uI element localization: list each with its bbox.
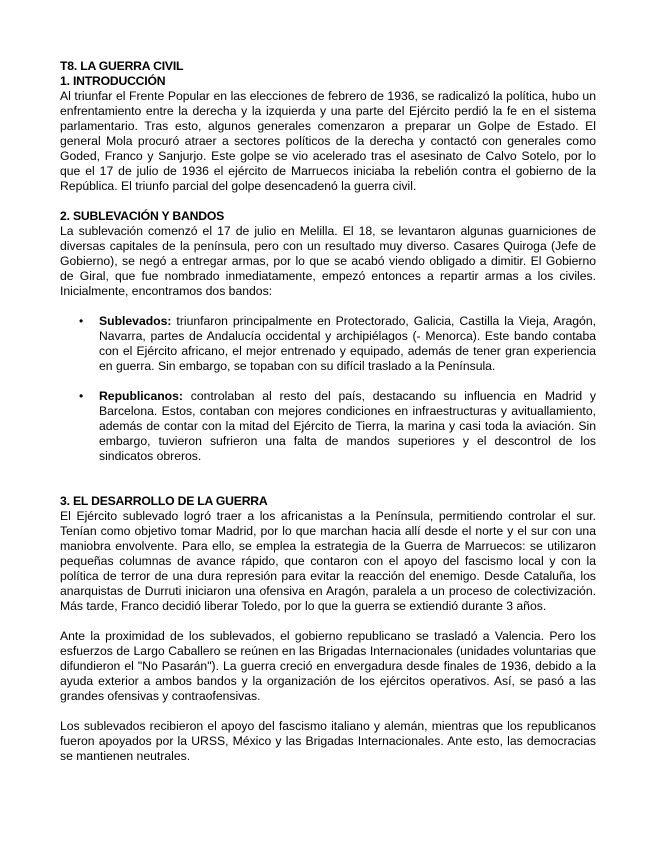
section-heading-introduccion: 1. INTRODUCCIÓN <box>60 74 166 88</box>
paragraph: La sublevación comenzó el 17 de julio en Melilla. El 18, se levantaron algunas guarniciones de diversas capitales de la península, pero con un resultado muy diverso. Casares Quiroga (Jefe de Gobierno), se negó a entregar armas, por lo que se acabó viendo obligado a dimitir. El Gobierno de Giral, que fue nombrado inmediatamente, empezó entonces a repartir armas a los civiles. Inicialmente, encontramos dos bandos: <box>60 224 596 298</box>
list-item-text: triunfaron principalmente en Protectorado, Galicia, Castilla la Vieja, Aragón, Navarra, partes de Andalucía occidental y archipiélagos (- Menorca). Este bando contaba con el Ejército africano, el mejor entrenado y equipado, además de tener gran experiencia en guerra. Sin embargo, se topaban con su difícil traslado a la Península. <box>99 314 596 373</box>
spacer <box>60 464 596 494</box>
list-item-term: Republicanos: <box>99 389 183 403</box>
document-title: T8. LA GUERRA CIVIL <box>60 59 184 73</box>
section-heading-desarrollo: 3. EL DESARROLLO DE LA GUERRA <box>60 494 268 508</box>
bullet-icon: • <box>79 389 84 403</box>
list-item <box>60 389 596 464</box>
bullet-list <box>60 314 596 464</box>
paragraph: Los sublevados recibieron el apoyo del fascismo italiano y alemán, mientras que los republicanos fueron apoyados por la URSS, México y las Brigadas Internacionales. Ante esto, las democracias se mantienen neutrales. <box>60 719 596 763</box>
list-item-text: controlaban al resto del país, destacando su influencia en Madrid y Barcelona. Estos, contaban con mejores condiciones en infraestructuras y avituallamiento, además de contar con la mitad del Ejército de Tierra, la marina y casi toda la aviación. Sin embargo, tuvieron sufrieron una falta de mandos superiores y el descontrol de los sindicatos obreros. <box>99 389 596 463</box>
bullet-icon: • <box>79 314 84 328</box>
document-page <box>60 59 596 764</box>
spacer <box>60 704 596 719</box>
list-item-term: Sublevados: <box>99 314 172 328</box>
paragraph: Al triunfar el Frente Popular en las elecciones de febrero de 1936, se radicalizó la política, hubo un enfrentamiento entre la derecha y la izquierda y una parte del Ejército perdió la fe en el sistema parlamentario. Tras esto, algunos generales comenzaron a preparar un Golpe de Estado. El general Mola procuró atraer a sectores políticos de la derecha y contactó con generales como Goded, Franco y Sanjurjo. Este golpe se vio acelerado tras el asesinato de Calvo Sotelo, por lo que el 17 de julio de 1936 el ejército de Marruecos iniciaba la rebelión contra el gobierno de la República. El triunfo parcial del golpe desencadenó la guerra civil. <box>60 89 596 193</box>
spacer <box>60 614 596 629</box>
paragraph: El Ejército sublevado logró traer a los africanistas a la Península, permitiendo controlar el sur. Tenían como objetivo tomar Madrid, por lo que marchan hacia allí desde el norte y el sur con una maniobra envolvente. Para ello, se emplea la estrategia de la Guerra de Marruecos: se utilizaron pequeñas columnas de avance rápido, que contaron con el apoyo del fascismo local y con la política de terror de una dura represión para evitar la reacción del enemigo. Desde Cataluña, los anarquistas de Durruti iniciaron una ofensiva en Aragón, paralela a un proceso de colectivización. Más tarde, Franco decidió liberar Toledo, por lo que la guerra se extiendió durante 3 años. <box>60 509 596 613</box>
spacer <box>60 194 596 209</box>
paragraph: Ante la proximidad de los sublevados, el gobierno republicano se trasladó a Valencia. Pero los esfuerzos de Largo Caballero se reúnen en las Brigadas Internacionales (unidades voluntarias que difundieron el "No Pasarán"). La guerra creció en envergadura desde finales de 1936, debido a la ayuda exterior a ambos bandos y la organización de los ejércitos operativos. Así, se pasó a las grandes ofensivas y contraofensivas. <box>60 629 596 703</box>
section-heading-sublevacion: 2. SUBLEVACIÓN Y BANDOS <box>60 209 225 223</box>
list-item <box>60 314 596 374</box>
